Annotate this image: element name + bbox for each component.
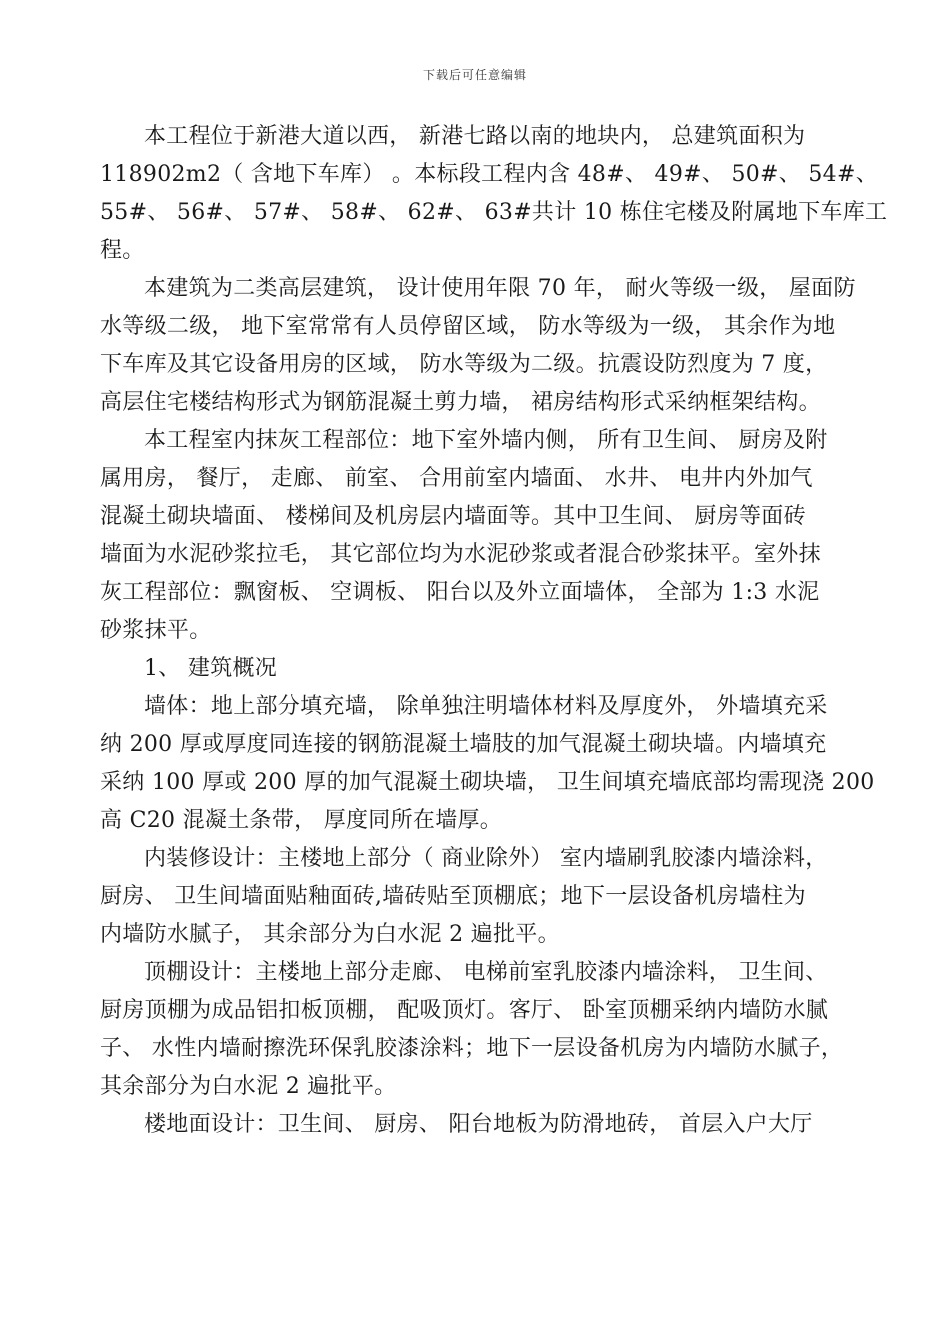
text-line: 水等级二级， 地下室常常有人员停留区域， 防水等级为一级， 其余作为地 (100, 314, 836, 339)
paragraph (100, 954, 856, 1106)
document-body (100, 118, 888, 1144)
text-line: 118902m2（ 含地下车库） 。本标段工程内含 48#、 49#、 50#、 54#、 (100, 162, 879, 187)
text-line: 属用房， 餐厅， 走廊、 前室、 合用前室内墙面、 水井、 电井内外加气 (100, 466, 813, 491)
text-line: 采纳 100 厚或 200 厚的加气混凝土砌块墙， 卫生间填充墙底部均需现浇 200 (100, 770, 875, 795)
text-line: 楼地面设计：卫生间、 厨房、 阳台地板为防滑地砖， 首层入户大厅 (144, 1112, 813, 1137)
text-line: 内装修设计：主楼地上部分（ 商业除外） 室内墙刷乳胶漆内墙涂料， (144, 846, 828, 871)
text-line: 程。 (100, 238, 145, 263)
text-line: 灰工程部位：飘窗板、 空调板、 阳台以及外立面墙体， 全部为 1:3 水泥 (100, 580, 820, 605)
page-header: 下载后可任意编辑 (422, 68, 527, 82)
paragraph (100, 1106, 856, 1144)
paragraph (100, 688, 875, 840)
text-line: 墙面为水泥砂浆拉毛， 其它部位均为水泥砂浆或者混合砂浆抹平。室外抹 (100, 542, 821, 567)
text-line: 厨房、 卫生间墙面贴釉面砖,墙砖贴至顶棚底；地下一层设备机房墙柱为 (100, 884, 806, 909)
text-line: 55#、 56#、 57#、 58#、 62#、 63#共计 10 栋住宅楼及附属地下车库工 (100, 200, 888, 225)
text-line: 内墙防水腻子， 其余部分为白水泥 2 遍批平。 (100, 922, 560, 947)
text-line: 厨房顶棚为成品铝扣板顶棚， 配吸顶灯。客厅、 卧室顶棚采纳内墙防水腻 (100, 998, 829, 1023)
section-heading (100, 650, 856, 688)
text-line: 高层住宅楼结构形式为钢筋混凝土剪力墙， 裙房结构形式采纳框架结构。 (100, 390, 821, 415)
text-line: 本工程室内抹灰工程部位：地下室外墙内侧， 所有卫生间、 厨房及附 (144, 428, 828, 453)
heading-text: 1、 建筑概况 (144, 656, 278, 681)
text-line: 砂浆抹平。 (100, 618, 212, 643)
paragraph (100, 118, 888, 270)
text-line: 顶棚设计：主楼地上部分走廊、 电梯前室乳胶漆内墙涂料， 卫生间、 (144, 960, 828, 985)
paragraph (100, 840, 856, 954)
paragraph (100, 270, 856, 422)
text-line: 混凝土砌块墙面、 楼梯间及机房层内墙面等。其中卫生间、 厨房等面砖 (100, 504, 806, 529)
text-line: 其余部分为白水泥 2 遍批平。 (100, 1074, 397, 1099)
text-line: 下车库及其它设备用房的区域， 防水等级为二级。抗震设防烈度为 7 度， (100, 352, 828, 377)
text-line: 本工程位于新港大道以西， 新港七路以南的地块内， 总建筑面积为 (144, 124, 806, 149)
text-line: 高 C20 混凝土条带， 厚度同所在墙厚。 (100, 808, 503, 833)
text-line: 本建筑为二类高层建筑， 设计使用年限 70 年， 耐火等级一级， 屋面防 (144, 276, 856, 301)
paragraph (100, 422, 856, 650)
text-line: 纳 200 厚或厚度同连接的钢筋混凝土墙肢的加气混凝土砌块墙。内墙填充 (100, 732, 827, 757)
text-line: 子、 水性内墙耐擦洗环保乳胶漆涂料；地下一层设备机房为内墙防水腻子， (100, 1036, 844, 1061)
text-line: 墙体：地上部分填充墙， 除单独注明墙体材料及厚度外， 外墙填充采 (144, 694, 828, 719)
